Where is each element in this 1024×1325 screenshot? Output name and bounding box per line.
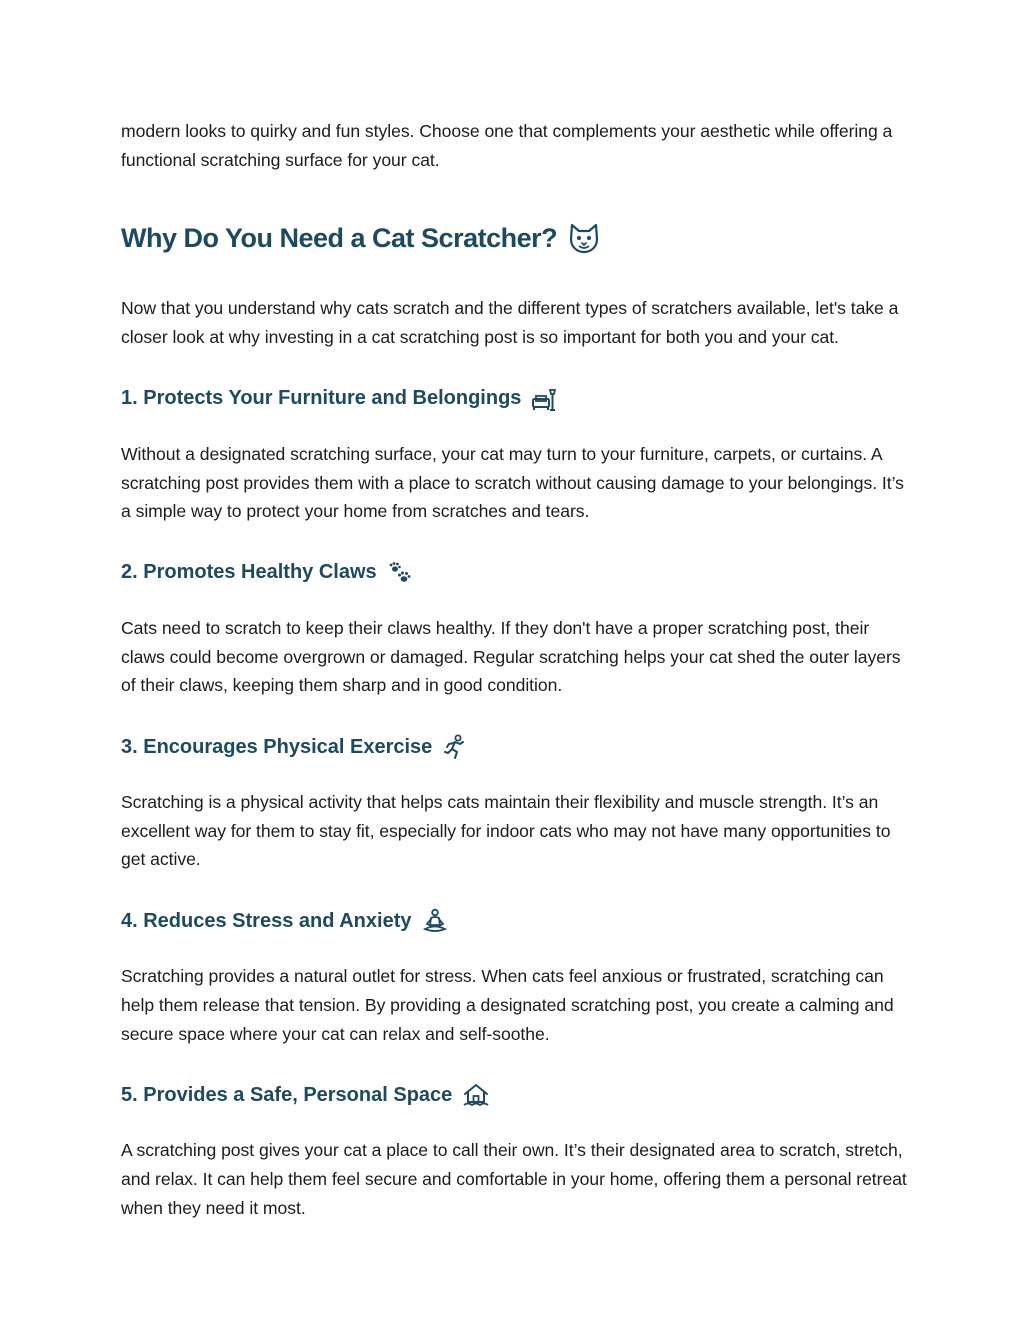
intro-paragraph: modern looks to quirky and fun styles. Choose one that complements your aesthetic while offering a functional scratching surface for your cat. [121, 121, 893, 170]
paw-prints-icon [387, 560, 413, 586]
subheading-safe-space [121, 1078, 911, 1112]
person-meditating-icon [422, 908, 448, 934]
subheading-title: 5. Provides a Safe, Personal Space [121, 1083, 453, 1106]
section-heading [121, 218, 911, 258]
subheading-healthy-claws [121, 556, 911, 590]
subheading-protects-furniture [121, 382, 911, 416]
section-paragraph: A scratching post gives your cat a place to call their own. It’s their designated area to scratch, stretch, and relax. It can help them feel secure and comfortable in your home, offering them a personal retreat when they need it most. [121, 1140, 907, 1218]
subheading-title: 3. Encourages Physical Exercise [121, 735, 433, 758]
heading-title: Why Do You Need a Cat Scratcher? [121, 222, 558, 253]
couch-and-lamp-icon [531, 386, 557, 412]
section-paragraph: Cats need to scratch to keep their claws healthy. If they don't have a proper scratching post, their claws could become overgrown or damaged. Regular scratching helps your cat shed the outer layers of their claws, keeping them sharp and in good condition. [121, 617, 901, 696]
subheading-physical-exercise [121, 730, 911, 764]
person-running-icon [442, 734, 468, 760]
subheading-title: 2. Promotes Healthy Claws [121, 561, 377, 584]
house-with-garden-icon [462, 1082, 490, 1108]
cat-face-icon [567, 221, 601, 255]
section-paragraph: Scratching is a physical activity that helps cats maintain their flexibility and muscle strength. It’s an excellent way for them to stay fit, especially for indoor cats who may not have many opportunities to get active. [121, 792, 891, 870]
subheading-reduces-stress [121, 904, 911, 938]
subheading-title: 4. Reduces Stress and Anxiety [121, 909, 412, 932]
document-page [121, 117, 911, 1252]
section-paragraph: Without a designated scratching surface, your cat may turn to your furniture, carpets, or curtains. A scratching post provides them with a place to scratch without causing damage to your belongings. It’s a simple way to protect your home from scratches and tears. [121, 443, 904, 522]
lead-paragraph: Now that you understand why cats scratch and the different types of scratchers available, let's take a closer look at why investing in a cat scratching post is so important for both you and your cat. [121, 298, 899, 348]
section-paragraph: Scratching provides a natural outlet for stress. When cats feel anxious or frustrated, scratching can help them release that tension. By providing a designated scratching post, you create a calming and secure space where your cat can relax and self-soothe. [121, 966, 894, 1044]
subheading-title: 1. Protects Your Furniture and Belongings [121, 387, 522, 410]
